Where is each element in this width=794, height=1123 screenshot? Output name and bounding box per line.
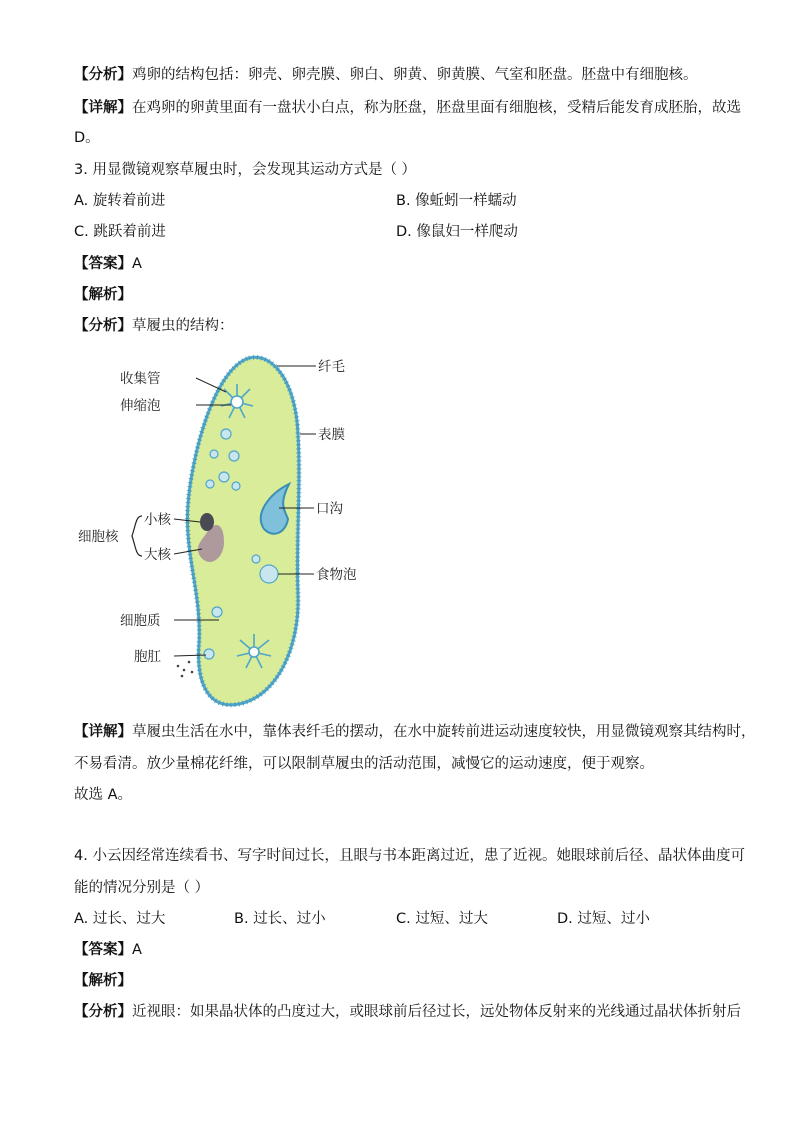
detail-tag: 【详解】 (74, 724, 132, 740)
q4-question: 4. 小云因经常连续看书、写字时间过长，且眼与书本距离过近，患了近视。她眼球前后径、晶状体曲度可 (74, 848, 745, 864)
analysis-tag: 【分析】 (74, 67, 132, 83)
q3-conclusion: 故选 A。 (74, 787, 133, 803)
q4-question-cont: 能的情况分别是（ ） (74, 880, 210, 896)
label-nucleus-group: 细胞核 (78, 529, 119, 545)
q4-option-b: B. 过长、过小 (234, 911, 326, 927)
q3-option-b: B. 像蚯蚓一样蠕动 (396, 193, 517, 209)
q3-option-d: D. 像鼠妇一样爬动 (396, 224, 518, 240)
expelled-particles (177, 661, 194, 678)
micronucleus (200, 513, 214, 531)
paramecium-diagram (74, 344, 374, 712)
label-food-vacuole: 食物泡 (316, 567, 357, 583)
label-pellicle: 表膜 (318, 427, 345, 443)
answer-tag: 【答案】 (74, 256, 132, 272)
q3-option-c: C. 跳跃着前进 (74, 224, 166, 240)
q4-explain-tag: 【解析】 (74, 973, 132, 989)
analysis-text: 近视眼：如果晶状体的凸度过大，或眼球前后径过长，远处物体反射来的光线通过晶状体折射后 (132, 1004, 741, 1020)
analysis-text: 草履虫的结构： (132, 318, 234, 334)
q3-answer (74, 254, 142, 274)
q4-option-c: C. 过短、过大 (396, 911, 488, 927)
label-cytoplasm: 细胞质 (120, 613, 161, 629)
label-micronucleus: 小核 (144, 512, 171, 528)
q4-answer (74, 940, 142, 960)
q3-option-a: A. 旋转着前进 (74, 193, 166, 209)
q3-detail (74, 722, 756, 742)
q3-detail-cont: 不易看清。放少量棉花纤维，可以限制草履虫的活动范围，减慢它的运动速度，便于观察。 (74, 756, 654, 772)
detail-text: 在鸡卵的卵黄里面有一盘状小白点，称为胚盘，胚盘里面有细胞核，受精后能发育成胚胎，故选 (132, 100, 741, 116)
q2-analysis (74, 65, 698, 85)
analysis-text: 鸡卵的结构包括：卵壳、卵壳膜、卵白、卵黄、卵黄膜、气室和胚盘。胚盘中有细胞核。 (132, 67, 698, 83)
q4-option-d: D. 过短、过小 (557, 911, 650, 927)
answer-value: A (132, 942, 142, 958)
label-oral-groove: 口沟 (316, 501, 343, 517)
q2-detail-cont: D。 (74, 130, 100, 146)
q4-option-a: A. 过长、过大 (74, 911, 166, 927)
nucleus-brace (132, 516, 142, 556)
label-contractile-vacuole: 伸缩泡 (120, 398, 161, 414)
label-anal-pore: 胞肛 (134, 649, 161, 665)
label-cilia: 纤毛 (318, 359, 345, 375)
q2-detail (74, 98, 741, 118)
q3-question: 3. 用显微镜观察草履虫时，会发现其运动方式是（ ） (74, 162, 417, 178)
q4-analysis (74, 1002, 741, 1022)
detail-tag: 【详解】 (74, 100, 132, 116)
q3-explain-tag: 【解析】 (74, 287, 132, 303)
answer-value: A (132, 256, 142, 272)
answer-tag: 【答案】 (74, 942, 132, 958)
label-macronucleus: 大核 (144, 547, 171, 563)
q3-analysis (74, 316, 234, 336)
analysis-tag: 【分析】 (74, 1004, 132, 1020)
detail-text: 草履虫生活在水中，靠体表纤毛的摆动，在水中旋转前进运动速度较快，用显微镜观察其结构时， (132, 724, 756, 740)
label-collecting-canal: 收集管 (120, 371, 161, 387)
analysis-tag: 【分析】 (74, 318, 132, 334)
